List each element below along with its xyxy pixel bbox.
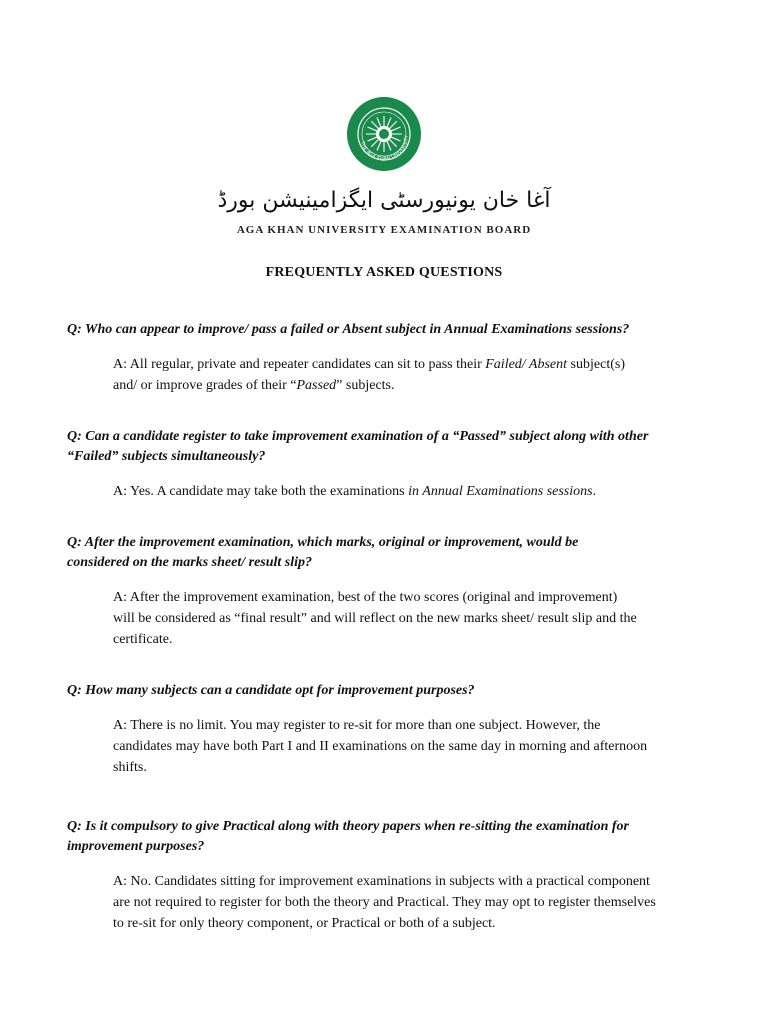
faq-answer: A: After the improvement examination, best of the two scores (original and improvement) will be considered as “final result” and will reflect on the new marks sheet/ result slip and the certificate. xyxy=(113,590,637,647)
faq-item xyxy=(67,681,707,778)
faq-answer: A: All regular, private and repeater candidates can sit to pass their Failed/ Absent subject(s) and/ or improve grades of their “Passed” subjects. xyxy=(113,357,625,393)
seal-text: THE AGA KHAN UNIVERSITY xyxy=(358,135,411,163)
faq-question: Q: How many subjects can a candidate opt for improvement purposes? xyxy=(67,683,475,698)
faq-answer: A: Yes. A candidate may take both the examinations in Annual Examinations sessions. xyxy=(113,484,597,499)
faq-answer: A: There is no limit. You may register to re-sit for more than one subject. However, the candidates may have both Part I and II examinations on the same day in morning and afternoon shifts. xyxy=(113,718,648,775)
faq-question: Q: After the improvement examination, which marks, original or improvement, would be considered on the marks sheet/ result slip? xyxy=(67,535,579,570)
urdu-board-name: آغا خان یونیورسٹی ایگزامینیشن بورڈ xyxy=(217,188,551,213)
faq-question: Q: Can a candidate register to take improvement examination of a “Passed” subject along with other “Failed” subjects simultaneously? xyxy=(67,429,649,464)
faq-question: Q: Is it compulsory to give Practical along with theory papers when re-sitting the examination for improvement purposes? xyxy=(67,819,629,854)
faq-item xyxy=(67,320,707,396)
faq-item xyxy=(67,817,707,934)
faq-item xyxy=(67,427,707,502)
faq-question: Q: Who can appear to improve/ pass a failed or Absent subject in Annual Examinations sessions? xyxy=(67,322,630,337)
faq-answer: A: No. Candidates sitting for improvement examinations in subjects with a practical component are not required to register for both the theory and Practical. They may opt to register themselves to re-sit for only theory component, or Practical or both of a subject. xyxy=(113,874,656,931)
faq-item xyxy=(67,533,707,650)
page-title: FREQUENTLY ASKED QUESTIONS xyxy=(265,265,503,280)
board-name: AGA KHAN UNIVERSITY EXAMINATION BOARD xyxy=(236,224,532,236)
aku-seal-icon xyxy=(346,96,422,172)
university-logo xyxy=(0,96,768,177)
